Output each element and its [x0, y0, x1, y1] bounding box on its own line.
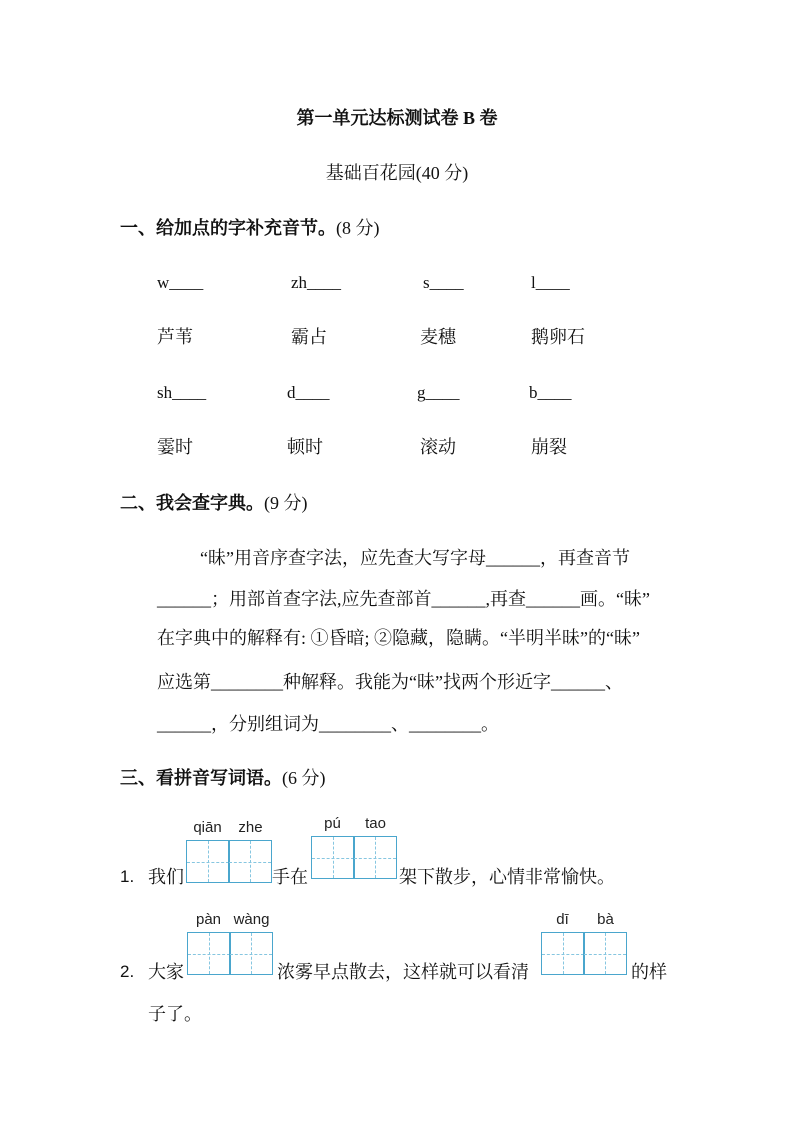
pinyin-blank: zh____ — [291, 273, 342, 292]
writing-cell — [228, 840, 272, 883]
writing-cell — [583, 932, 627, 975]
pinyin-syllable: wàng — [233, 911, 270, 928]
section-heading-text: 二、我会查字典。 — [120, 493, 264, 513]
pinyin-blank: b____ — [529, 383, 572, 402]
pinyin-writing-grid — [541, 911, 627, 975]
word: 滚动 — [420, 437, 456, 457]
sentence-text: 手在 — [272, 867, 308, 887]
paragraph-line: “昧”用音序查字法，应先查大写字母______，再查音节 — [200, 548, 630, 568]
pinyin-syllable: pàn — [195, 911, 222, 928]
pinyin-blank: sh____ — [157, 383, 207, 402]
paragraph-line: ______，分别组词为________、________。 — [157, 714, 499, 734]
page-subtitle: 基础百花园(40 分) — [325, 163, 469, 183]
section-3-heading — [120, 767, 326, 789]
pinyin-syllable: tao — [365, 815, 386, 832]
pinyin-syllable: zhe — [238, 819, 263, 836]
writing-cell — [186, 840, 230, 883]
pinyin-blank: d____ — [287, 383, 330, 402]
item-number: 1. — [120, 867, 135, 886]
pinyin-blank: w____ — [157, 273, 204, 292]
writing-cell — [353, 836, 397, 879]
sentence-text: 我们 — [148, 867, 184, 887]
section-score: (6 分) — [282, 768, 326, 788]
word: 崩裂 — [531, 437, 567, 457]
paragraph-line: 在字典中的解释有: ①昏暗; ②隐藏，隐瞒。“半明半昧”的“昧” — [157, 628, 640, 648]
pinyin-blank: l____ — [531, 273, 570, 292]
paragraph-line: 应选第________种解释。我能为“昧”找两个形近字______、 — [157, 672, 623, 692]
writing-cell — [187, 932, 231, 975]
word: 霸占 — [291, 327, 327, 347]
writing-cell — [541, 932, 585, 975]
section-2-heading — [120, 492, 308, 514]
pinyin-syllable: pú — [324, 815, 341, 832]
word: 霎时 — [157, 437, 193, 457]
pinyin-syllable: qiān — [193, 819, 222, 836]
pinyin-writing-grid — [186, 819, 272, 883]
item-number: 2. — [120, 962, 135, 981]
paragraph-line: ______；用部首查字法,应先查部首______,再查______画。“昧” — [157, 589, 650, 609]
word: 芦苇 — [157, 327, 193, 347]
sentence-text: 的样 — [631, 962, 667, 982]
section-score: (8 分) — [336, 218, 380, 238]
sentence-text: 架下散步，心情非常愉快。 — [399, 867, 615, 887]
writing-cell — [311, 836, 355, 879]
sentence-text: 浓雾早点散去，这样就可以看清 — [277, 962, 529, 982]
pinyin-writing-grid — [187, 911, 273, 975]
pinyin-blank: s____ — [423, 273, 464, 292]
word: 麦穗 — [420, 327, 456, 347]
pinyin-syllable: bà — [597, 911, 614, 928]
sentence-text: 子了。 — [148, 1004, 202, 1024]
section-1-heading — [120, 217, 380, 239]
section-heading-text: 三、看拼音写词语。 — [120, 768, 282, 788]
pinyin-blank: g____ — [417, 383, 460, 402]
word: 鹅卵石 — [531, 327, 585, 347]
sentence-text: 大家 — [148, 962, 184, 982]
pinyin-writing-grid — [311, 815, 397, 879]
section-heading-text: 一、给加点的字补充音节。 — [120, 218, 336, 238]
section-score: (9 分) — [264, 493, 308, 513]
word: 顿时 — [287, 437, 323, 457]
writing-cell — [229, 932, 273, 975]
page-title: 第一单元达标测试卷 B 卷 — [296, 108, 498, 128]
pinyin-syllable: dī — [556, 911, 569, 928]
